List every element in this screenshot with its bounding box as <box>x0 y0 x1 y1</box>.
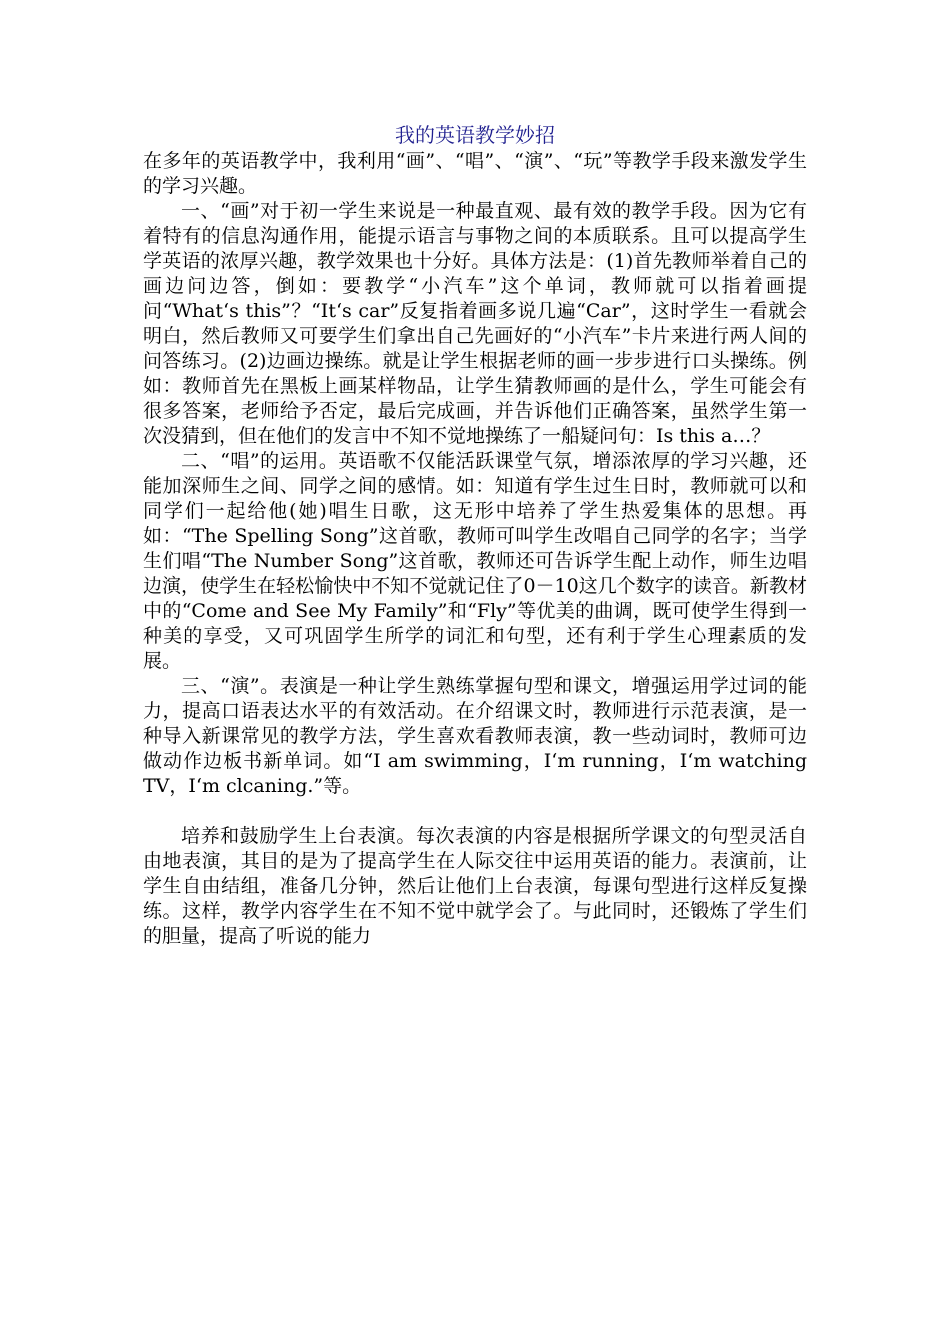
document-body <box>143 149 807 949</box>
section-act-paragraph: 三、“演”。表演是一种让学生熟练掌握句型和课文，增强运用学过词的能力，提高口语表达水平的有效活动。在介绍课文时，教师进行示范表演，是一种导入新课常见的教学方法，学生喜欢看教师表演，教一些动词时，教师可边做动作边板书新单词。如“I am swimming，I‘m running，I‘m watching TV，I‘m clcaning.”等。 <box>143 675 807 797</box>
document-title: 我的英语教学妙招 <box>395 123 555 147</box>
intro-paragraph: 在多年的英语教学中，我利用“画”、“唱”、“演”、“玩”等教学手段来激发学生的学习兴趣。 <box>143 150 807 197</box>
section-sing-paragraph: 二、“唱”的运用。英语歌不仅能活跃课堂气氛，增添浓厚的学习兴趣，还能加深师生之间、同学之间的感情。如：知道有学生过生日时，教师就可以和同学们一起给他(她)唱生日歌，这无形中培养了学生热爱集体的思想。再如：“The Spelling Song”这首歌，教师可叫学生改唱自己同学的名字；当学生们唱“The Number Song”这首歌，教师还可告诉学生配上动作，师生边唱边演，使学生在轻松愉快中不知不觉就记住了0－10这几个数字的读音。新教材中的“Come and See My Family”和“Fly”等优美的曲调，既可使学生得到一种美的享受，又可巩固学生所学的词汇和句型，还有利于学生心理素质的发展。 <box>143 450 807 672</box>
performance-paragraph: 培养和鼓励学生上台表演。每次表演的内容是根据所学课文的句型灵活自由地表演，其目的是为了提高学生在人际交往中运用英语的能力。表演前，让学生自由结组，准备几分钟，然后让他们上台表演，每课句型进行这样反复操练。这样，教学内容学生在不知不觉中就学会了。与此同时，还锻炼了学生们的胆量，提高了听说的能力 <box>143 825 807 947</box>
section-draw-paragraph: 一、“画”对于初一学生来说是一种最直观、最有效的教学手段。因为它有着特有的信息沟通作用，能提示语言与事物之间的本质联系。且可以提高学生学英语的浓厚兴趣，教学效果也十分好。具体方法是：(1)首先教师举着自己的画边问边答，倒如：要教学“小汽车”这个单词，教师就可以指着画提问“What‘s this”？“It‘s car”反复指着画多说几遍“Car”，这时学生一看就会明白，然后教师又可要学生们拿出自己先画好的“小汽车”卡片来进行两人间的问答练习。(2)边画边操练。就是让学生根据老师的画一步步进行口头操练。例如：教师首先在黑板上画某样物品，让学生猜教师画的是什么，学生可能会有很多答案，老师给予否定，最后完成画，并告诉他们正确答案，虽然学生第一次没猜到，但在他们的发言中不知不觉地操练了一船疑问句：Is this a…？ <box>143 200 807 447</box>
